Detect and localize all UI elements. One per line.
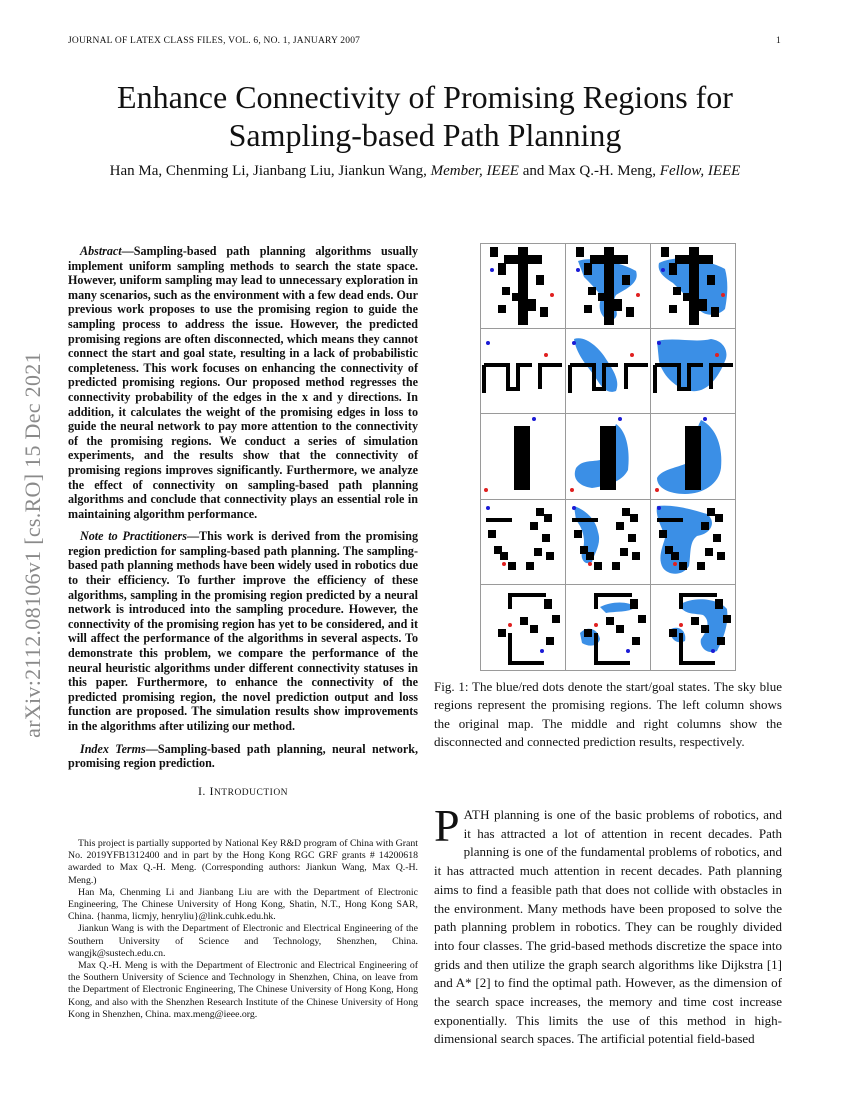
goal-dot — [594, 623, 598, 627]
goal-dot — [679, 623, 683, 627]
start-dot — [576, 268, 580, 272]
member-affiliation: Member, IEEE — [430, 163, 519, 179]
row-3 — [484, 417, 721, 494]
practitioners-text: —This work is derived from the promising region prediction for sampling-based path planning. The sampling-based path planning methods have been widely used in robotics due to their efficiency. To further improve the efficiency of these algorithms, sampling in the promising region predicted by a neural network is introduced into the sampling procedure. However, the connectivity of the promising region has yet to be considered, and it will affect the performance of the algorithms in several aspects. To demonstrate this problem, we compare the performance of the neural heuristic algorithms under different connectivity statuses in this paper. Furthermore, to enhance the connectivity of the predicted promising region, the novel prediction output and loss function are proposed. The simulation results show improvements in the algorithms after utilizing our method. — [68, 529, 418, 733]
arxiv-identifier: arXiv:2112.08106v1 [cs.RO] 15 Dec 2021 — [20, 352, 45, 738]
drop-cap: P — [434, 800, 460, 851]
practitioners-label: Note to Practitioners — [80, 529, 187, 544]
start-dot — [532, 417, 536, 421]
start-dot — [661, 268, 665, 272]
abstract-label: Abstract — [80, 244, 122, 258]
first-word-rest: ATH — [463, 807, 490, 822]
goal-dot — [484, 488, 488, 492]
footnote-affiliation: Jiankun Wang is with the Department of Electronic and Electrical Engineering of the Southern University of Science and Technology, Shenzhen, China. wangjk@sustech.edu.cn. — [68, 923, 418, 959]
page-number: 1 — [776, 36, 781, 46]
author-last: and Max Q.-H. Meng, — [518, 163, 660, 179]
start-dot — [703, 417, 707, 421]
goal-dot — [630, 353, 634, 357]
abstract — [68, 244, 418, 521]
fellow-affiliation: Fellow, IEEE — [659, 163, 741, 179]
footnote-affiliation: Han Ma, Chenming Li and Jianbang Liu are with the Department of Electronic Engineering, The Chinese University of Hong Kong, Shatin, N.T., Hong Kong SAR, China. {hanma, licmjy, henryliu}@link.cuhk.edu.hk. — [68, 886, 418, 923]
start-dot — [572, 506, 576, 510]
index-terms — [68, 742, 418, 771]
start-dot — [626, 649, 630, 653]
start-dot — [486, 506, 490, 510]
arxiv-sidebar — [8, 290, 58, 800]
start-dot — [657, 506, 661, 510]
start-dot — [572, 341, 576, 345]
start-dot — [486, 341, 490, 345]
goal-dot — [715, 353, 719, 357]
figure-1 — [480, 243, 736, 671]
start-dot — [490, 268, 494, 272]
running-header: JOURNAL OF LATEX CLASS FILES, VOL. 6, NO. 1, JANUARY 2007 — [68, 36, 361, 46]
start-dot — [711, 649, 715, 653]
abstract-text: —Sampling-based path planning algorithms usually implement uniform sampling methods to search the state space. However, uniform sampling may lead to unnecessary exploration in many scenarios, such as the environment with a few dead ends. Our previous work proposes to use the promising region to guide the sampling process to address the issue. However, the predicted promising regions are often disconnected, which means they cannot connect the start and goal state, resulting in a lack of probabilistic completeness. This work focuses on enhancing the connectivity of predicted promising regions. Our proposed method regresses the connectivity probability of the edges in the x and y directions. In addition, it calculates the weight of the promising edges in loss to guide the neural network to pay more attention to the connectivity of the promising regions. We conduct a series of simulation experiments, and the results show that the connectivity of promising regions improves significantly. Furthermore, we analyze the effect of connectivity on sampling-based path planning algorithms and conclude that connectivity plays an essential role in maintaining algorithm performance. — [68, 244, 418, 521]
footnotes — [68, 838, 418, 1021]
section-heading — [68, 784, 418, 799]
goal-dot — [570, 488, 574, 492]
section-initial: I — [209, 784, 214, 798]
goal-dot — [544, 353, 548, 357]
goal-dot — [550, 293, 554, 297]
section-title-rest: NTRODUCTION — [213, 788, 289, 798]
footnote-affiliation: Max Q.-H. Meng is with the Department of Electronic and Electrical Engineering of the Southern University of Science and Technology in Shenzhen, China, on leave from the Department of Electronic Engineering, The Chinese University of Hong Kong, Hong Kong, and also with the Shenzhen Research Institute of the Chinese University of Hong Kong in Shenzhen, China. max.meng@ieee.org. — [68, 960, 418, 1020]
goal-dot — [721, 293, 725, 297]
intro-paragraph — [434, 800, 782, 1049]
goal-dot — [673, 562, 677, 566]
index-terms-label: Index Terms — [80, 741, 146, 756]
section-number: I. — [197, 784, 210, 798]
goal-dot — [508, 623, 512, 627]
goal-dot — [636, 293, 640, 297]
start-dot — [657, 341, 661, 345]
row-1 — [490, 247, 727, 325]
intro-text: planning is one of the basic problems of robotics, and it has attracted a lot of attention in recent decades. Path planning is one of the fundamental problems of robotics, and it has attracted much attention in recent decades. Path planning aims to find a feasible path that does not collide with obstacles in the environment. Many methods have been proposed to solve the path planning problem in robotics. They can be roughly divided into four classes. The grid-based methods discretize the space into grids and then utilize the graph search algorithms like Dijkstra [1] and A* [2] to find the optimal path. However, as the dimension of the search space increases, the memory and time cost increase exponentially. This limits the use of this method in high-dimensional search spaces. The artificial potential field-based — [434, 807, 782, 1047]
author-names: Han Ma, Chenming Li, Jianbang Liu, Jiankun Wang, — [109, 163, 431, 179]
author-list — [60, 163, 790, 180]
map-grid — [480, 243, 736, 671]
practitioners-note — [68, 529, 418, 733]
paper-title: Enhance Connectivity of Promising Regions for Sampling-based Path Planning — [117, 79, 733, 153]
index-terms-text: —Sampling-based path planning, neural network, promising region prediction. — [68, 741, 418, 771]
abstract-column — [68, 244, 418, 779]
goal-dot — [655, 488, 659, 492]
start-dot — [618, 417, 622, 421]
start-dot — [540, 649, 544, 653]
goal-dot — [588, 562, 592, 566]
figure-caption: Fig. 1: The blue/red dots denote the start/goal states. The sky blue regions represent the promising regions. The left column shows the original map. The middle and right columns show the disconnected and connected prediction results, respectively. — [434, 679, 782, 749]
footnote-funding: This project is partially supported by National Key R&D program of China with Grant No. 2019YFB1312400 and in part by the Hong Kong RGC GRF grants # 14200618 awarded to Max Q.-H. Meng. (Corresponding authors: Jiankun Wang, Max Q.-H. Meng.) — [68, 838, 418, 886]
goal-dot — [502, 562, 506, 566]
